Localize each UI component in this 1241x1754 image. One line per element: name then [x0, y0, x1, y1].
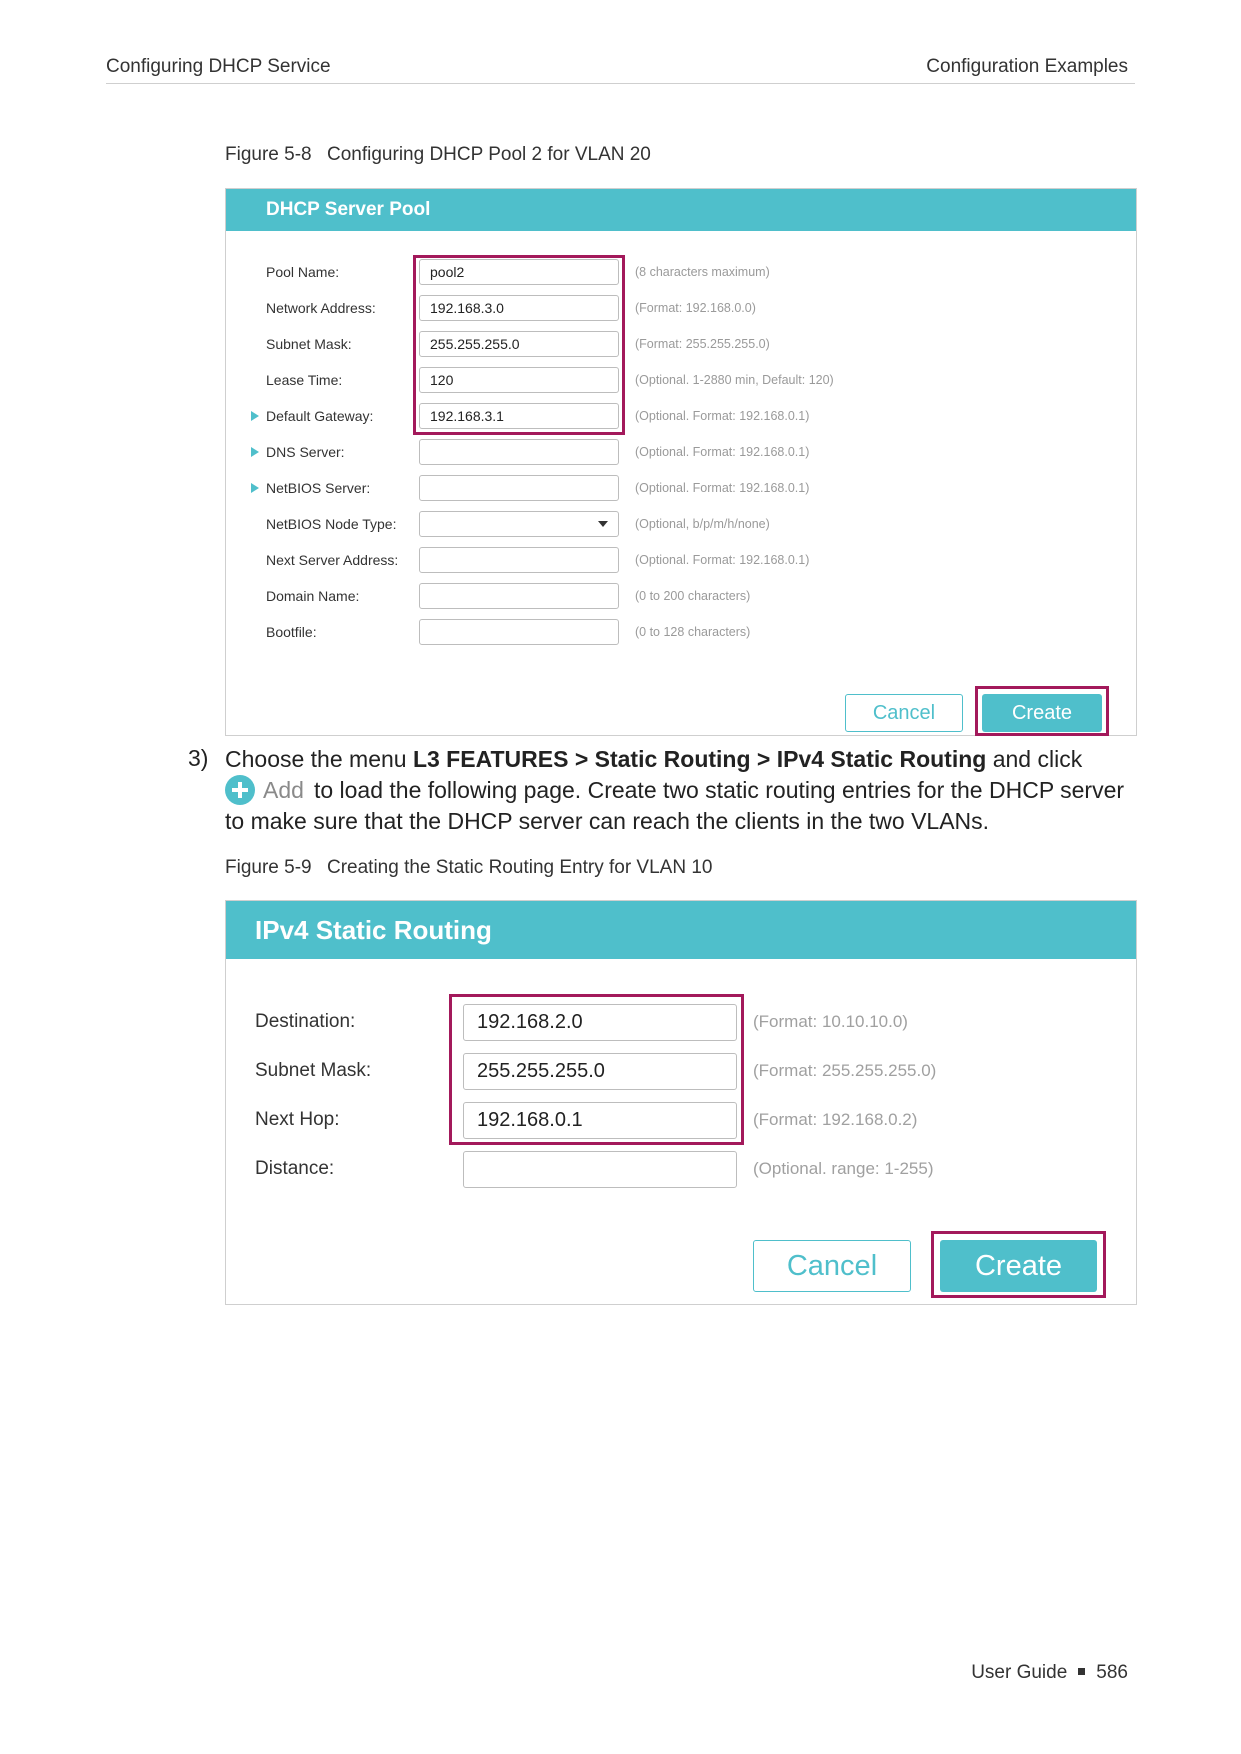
header-divider	[106, 83, 1135, 84]
distance-label: Distance:	[255, 1158, 335, 1179]
page-footer	[971, 1662, 1128, 1684]
running-header-section: Configuring DHCP Service	[106, 56, 331, 77]
next-hop-input[interactable]: 192.168.0.1	[463, 1102, 737, 1139]
domain-name-hint: (0 to 200 characters)	[635, 589, 751, 603]
next-hop-label: Next Hop:	[255, 1109, 340, 1130]
figure-number: Figure 5-8	[225, 144, 312, 165]
step-text-rest: to load the following page. Create two static routing entries for the DHCP server to make sure that the DHCP server can reach the clients in the two VLANs.	[225, 777, 1125, 834]
figure-title: Creating the Static Routing Entry for VLAN 10	[327, 857, 713, 878]
footer-label: User Guide	[971, 1662, 1068, 1683]
distance-input[interactable]	[463, 1151, 737, 1188]
expand-triangle-icon[interactable]	[251, 411, 259, 421]
netbios-server-input[interactable]	[419, 475, 619, 501]
network-address-label: Network Address:	[266, 300, 376, 316]
pool-name-input[interactable]: pool2	[419, 259, 619, 285]
step-instructions	[225, 744, 1135, 837]
subnet-mask-hint: (Format: 255.255.255.0)	[753, 1061, 937, 1080]
default-gateway-hint: (Optional. Format: 192.168.0.1)	[635, 409, 810, 423]
subnet-mask-input[interactable]: 255.255.255.0	[463, 1053, 737, 1090]
netbios-node-type-hint: (Optional, b/p/m/h/none)	[635, 517, 770, 531]
distance-hint: (Optional. range: 1-255)	[753, 1159, 934, 1178]
lease-time-hint: (Optional. 1-2880 min, Default: 120)	[635, 373, 834, 387]
create-button[interactable]: Create	[982, 694, 1102, 732]
panel-title: DHCP Server Pool	[226, 189, 1136, 231]
square-bullet-icon	[1078, 1668, 1085, 1675]
cancel-button[interactable]: Cancel	[753, 1240, 911, 1292]
netbios-node-type-label: NetBIOS Node Type:	[266, 516, 397, 532]
subnet-mask-input[interactable]: 255.255.255.0	[419, 331, 619, 357]
destination-hint: (Format: 10.10.10.0)	[753, 1012, 908, 1031]
bootfile-input[interactable]	[419, 619, 619, 645]
dhcp-server-pool-panel	[225, 188, 1137, 736]
next-server-address-label: Next Server Address:	[266, 552, 399, 568]
lease-time-label: Lease Time:	[266, 372, 343, 388]
dns-server-label: DNS Server:	[266, 444, 345, 460]
subnet-mask-hint: (Format: 255.255.255.0)	[635, 337, 770, 351]
bootfile-hint: (0 to 128 characters)	[635, 625, 751, 639]
subnet-mask-label: Subnet Mask:	[255, 1060, 372, 1081]
add-circle-icon	[225, 775, 255, 805]
netbios-server-label: NetBIOS Server:	[266, 480, 371, 496]
subnet-mask-label: Subnet Mask:	[266, 336, 352, 352]
dns-server-input[interactable]	[419, 439, 619, 465]
next-server-address-hint: (Optional. Format: 192.168.0.1)	[635, 553, 810, 567]
figure-number: Figure 5-9	[225, 857, 312, 878]
step-text-after-menu: and click	[986, 746, 1083, 772]
domain-name-input[interactable]	[419, 583, 619, 609]
pool-name-hint: (8 characters maximum)	[635, 265, 770, 279]
pool-name-label: Pool Name:	[266, 264, 340, 280]
figure-title: Configuring DHCP Pool 2 for VLAN 20	[327, 144, 651, 165]
panel-title: IPv4 Static Routing	[226, 901, 1136, 959]
dns-server-hint: (Optional. Format: 192.168.0.1)	[635, 445, 810, 459]
page-number: 586	[1096, 1662, 1128, 1683]
netbios-server-hint: (Optional. Format: 192.168.0.1)	[635, 481, 810, 495]
default-gateway-label: Default Gateway:	[266, 408, 374, 424]
step-number: 3)	[188, 745, 209, 771]
running-header-chapter: Configuration Examples	[926, 56, 1128, 77]
menu-path: L3 FEATURES > Static Routing > IPv4 Static Routing	[412, 746, 987, 772]
netbios-node-type-select[interactable]	[419, 511, 619, 537]
highlight-box	[413, 255, 625, 435]
destination-label: Destination:	[255, 1011, 356, 1032]
ipv4-static-routing-panel	[225, 900, 1137, 1305]
cancel-button[interactable]: Cancel	[845, 694, 963, 732]
figure-caption-1	[225, 144, 651, 166]
destination-input[interactable]: 192.168.2.0	[463, 1004, 737, 1041]
lease-time-input[interactable]: 120	[419, 367, 619, 393]
next-hop-hint: (Format: 192.168.0.2)	[753, 1110, 918, 1129]
domain-name-label: Domain Name:	[266, 588, 360, 604]
step-text-before: Choose the menu	[225, 746, 413, 772]
figure-caption-2	[225, 857, 712, 879]
create-button[interactable]: Create	[940, 1240, 1097, 1292]
expand-triangle-icon[interactable]	[251, 483, 259, 493]
expand-triangle-icon[interactable]	[251, 447, 259, 457]
chevron-down-icon[interactable]	[598, 521, 608, 527]
network-address-hint: (Format: 192.168.0.0)	[635, 301, 756, 315]
network-address-input[interactable]: 192.168.3.0	[419, 295, 619, 321]
bootfile-label: Bootfile:	[266, 624, 317, 640]
highlight-box	[449, 994, 744, 1145]
add-label: Add	[263, 777, 304, 803]
next-server-address-input[interactable]	[419, 547, 619, 573]
default-gateway-input[interactable]: 192.168.3.1	[419, 403, 619, 429]
